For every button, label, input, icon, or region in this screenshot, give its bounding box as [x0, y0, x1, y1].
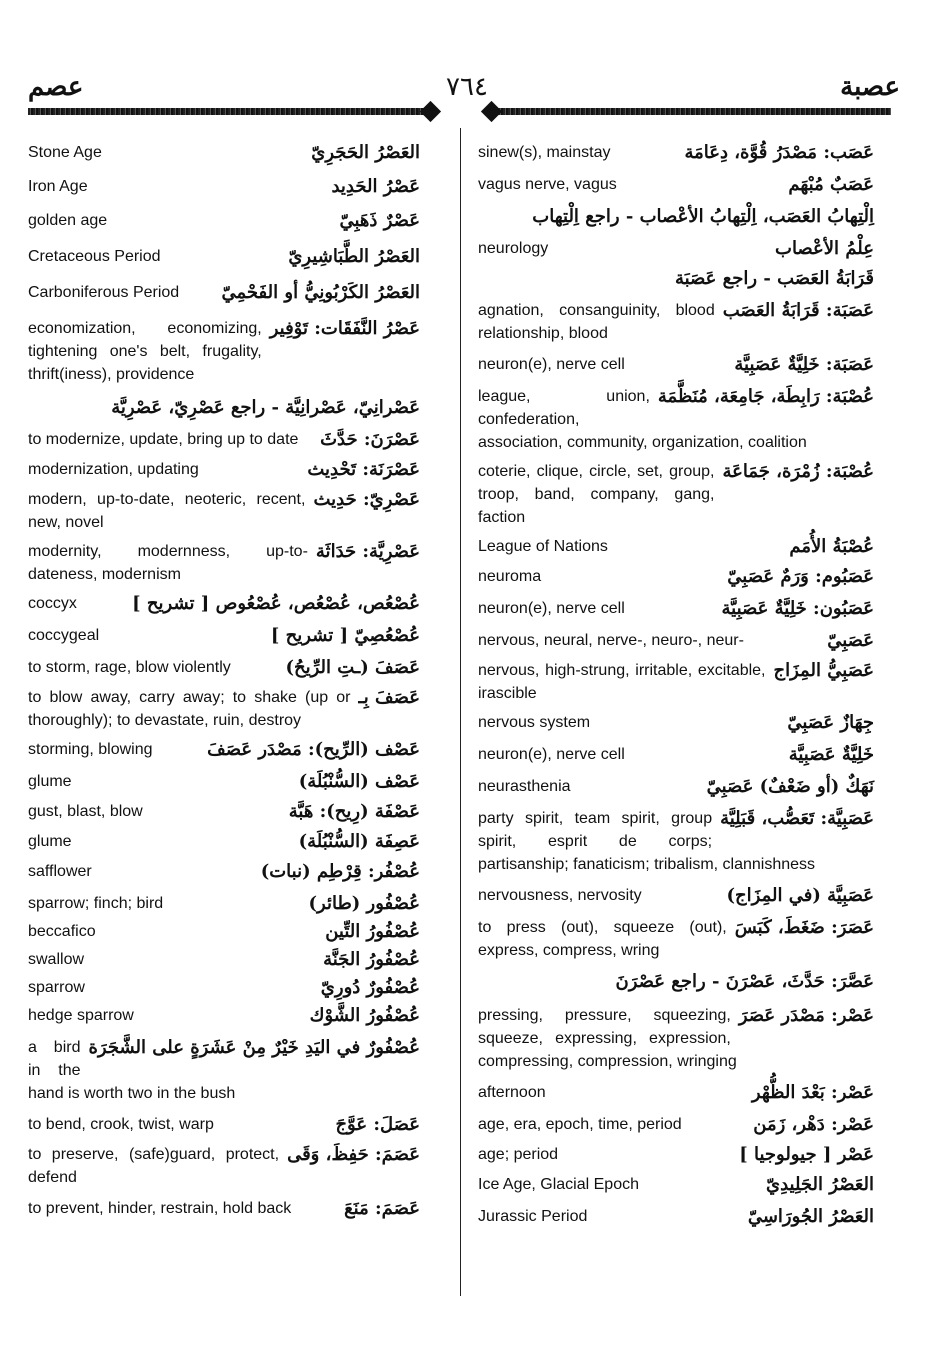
- english-definition: nervous system: [478, 714, 591, 731]
- arabic-headword: عَصْر: دَهْر، زَمَن: [753, 1114, 874, 1135]
- english-definition: coccyx: [28, 595, 77, 612]
- english-definition: Cretaceous Period: [28, 248, 161, 265]
- dictionary-entry: [478, 173, 874, 197]
- english-definition: coterie, clique, circle, set, group, troop, band, company, gang, faction: [478, 463, 715, 526]
- dictionary-entry: [478, 659, 874, 705]
- english-definition: Iron Age: [28, 178, 88, 195]
- dictionary-entry: [28, 976, 420, 1000]
- dictionary-entry: [28, 209, 420, 233]
- dictionary-entry: [478, 1081, 874, 1105]
- dictionary-entry: [478, 743, 874, 767]
- english-definition: nervous, neural, nerve-, neuro-, neur-: [478, 632, 744, 649]
- english-definition: Stone Age: [28, 144, 102, 161]
- arabic-headword: عُصْفُور (طائر): [308, 893, 420, 914]
- english-definition: Ice Age, Glacial Epoch: [478, 1176, 639, 1193]
- dictionary-entry: [28, 245, 420, 269]
- dictionary-entry: [28, 1036, 420, 1105]
- header-left-word: عصم: [28, 72, 84, 102]
- english-definition: party spirit, team spirit, group spirit, esprit de corps; partisanship; fanaticism; tribalism, clannishness: [478, 810, 816, 873]
- dictionary-entry: [28, 141, 420, 165]
- english-definition: to storm, rage, blow violently: [28, 659, 231, 676]
- english-definition: a bird in the hand is worth two in the bush: [28, 1039, 236, 1102]
- english-definition: Jurassic Period: [478, 1208, 588, 1225]
- english-definition: modernity, modernness, up-to-dateness, modernism: [28, 543, 308, 583]
- dictionary-entry: [28, 317, 420, 386]
- arabic-headword: عَصَبِيُّ المِزَاج: [773, 660, 874, 681]
- english-definition: neurasthenia: [478, 778, 571, 795]
- arabic-headword: قَرَابَةُ العَصَب - راجع عَصَبَة: [674, 268, 874, 289]
- dictionary-entry: [28, 686, 420, 732]
- dictionary-entry: [478, 916, 874, 962]
- arabic-headword: عُصْبَة: رَابِطَة، جَامِعَة، مُنَظَّمَة: [657, 386, 874, 407]
- header-rule-right: [488, 104, 891, 120]
- arabic-headword: عَصَرَ: ضَغَطَ، كَبَسَ: [734, 917, 874, 938]
- dictionary-entry: [28, 488, 420, 534]
- arabic-headword: عَصْرَنَ: حَدَّثَ: [320, 429, 420, 450]
- arabic-headword: عَصْرٌ ذَهَبِيّ: [339, 210, 420, 231]
- arabic-headword: عَصْرانِيّ، عَصْرانِيَّة - راجع عَصْرِيّ، عَصْرِيَّة: [111, 397, 420, 418]
- arabic-headword: عَصْف (السُّنْبُلَة): [298, 771, 420, 792]
- dictionary-entry: [28, 1197, 420, 1221]
- dictionary-entry: [478, 237, 874, 261]
- english-definition: neuron(e), nerve cell: [478, 356, 625, 373]
- dictionary-entry: [28, 428, 420, 452]
- arabic-headword: عَصْرِيّ: حَدِيث: [313, 489, 420, 510]
- dictionary-entry: [478, 385, 874, 454]
- arabic-headword: عَصَفَ (ـتِ الرِّيحُ): [285, 657, 420, 678]
- dictionary-entry: [28, 948, 420, 972]
- dictionary-entry: [478, 775, 874, 799]
- dictionary-entry: [28, 920, 420, 944]
- arabic-headword: عَصَفَ بِـ: [358, 687, 420, 708]
- arabic-headword: عُصْبَةُ الأُمَم: [789, 536, 874, 557]
- left-column: [28, 135, 420, 1221]
- header-right-word: عصبة: [840, 72, 900, 102]
- dictionary-entry: [28, 860, 420, 884]
- english-definition: to preserve, (safe)guard, protect, defend: [28, 1146, 280, 1186]
- arabic-headword: عَصَبَة: خَلِيَّةٌ عَصَبِيَّة: [734, 354, 874, 375]
- english-definition: Carboniferous Period: [28, 284, 180, 301]
- english-definition: League of Nations: [478, 538, 608, 555]
- arabic-headword: عُصْفُورُ التِّين: [325, 921, 420, 942]
- arabic-headword: عُصْفُورُ الشَّوْك: [309, 1005, 420, 1026]
- dictionary-entry: [28, 624, 420, 648]
- dictionary-entry: [28, 800, 420, 824]
- english-definition: modernization, updating: [28, 461, 199, 478]
- english-definition: nervousness, nervosity: [478, 887, 642, 904]
- arabic-headword: عَصْرُ الحَدِيد: [331, 176, 420, 197]
- english-definition: coccygeal: [28, 627, 100, 644]
- dictionary-entry: [28, 1113, 420, 1137]
- english-definition: pressing, pressure, squeezing, squeeze, expressing, expression, compressing, compression, wringing: [478, 1007, 737, 1070]
- dictionary-entry: [28, 1143, 420, 1189]
- arabic-headword: عَصَبٌ مُبْهَم: [788, 174, 874, 195]
- dictionary-entry: [28, 458, 420, 482]
- arabic-headword: عَصَبَة: قَرَابَةُ العَصَب: [722, 300, 874, 321]
- english-definition: to press (out), squeeze (out), express, compress, wring: [478, 919, 727, 959]
- arabic-headword: عَصَبُوم: وَرَمٌ عَصَبِيّ: [727, 566, 874, 587]
- arabic-headword: عُصْبَة: زُمْرَة، جَمَاعَة: [722, 461, 874, 482]
- arabic-headword: عُصْفُورٌ في اليَدِ خَيْرٌ مِنْ عَشَرَةٍ على الشَّجَرَة: [88, 1037, 420, 1058]
- arabic-headword: عُصْفُر: قِرْطِم (نبات): [260, 861, 420, 882]
- english-definition: storming, blowing: [28, 741, 153, 758]
- dictionary-entry: [478, 807, 874, 876]
- dictionary-entry: [478, 460, 874, 529]
- english-definition: neuron(e), nerve cell: [478, 746, 625, 763]
- english-definition: modern, up-to-date, neoteric, recent, new, novel: [28, 491, 306, 531]
- english-definition: sinew(s), mainstay: [478, 144, 611, 161]
- arabic-headword: عَصَبِيَّة: تَعَصُّب، قَبَلِيَّة: [720, 808, 874, 829]
- english-definition: age, era, epoch, time, period: [478, 1116, 682, 1133]
- dictionary-entry: [28, 1004, 420, 1028]
- english-definition: to blow away, carry away; to shake (up or thoroughly); to devastate, ruin, destroy: [28, 689, 351, 729]
- arabic-headword: عَصَّرَ: حَدَّثَ، عَصْرَنَ - راجع عَصْرَنَ: [615, 971, 874, 992]
- dictionary-entry: [28, 592, 420, 616]
- english-definition: sparrow: [28, 979, 85, 996]
- english-definition: neuroma: [478, 568, 542, 585]
- dictionary-entry: [478, 1004, 874, 1073]
- dictionary-entry: [28, 770, 420, 794]
- english-definition: hedge sparrow: [28, 1007, 134, 1024]
- dictionary-entry: [478, 267, 874, 291]
- arabic-headword: نَهَكٌ (أو ضَعْفٌ) عَصَبِيّ: [706, 776, 874, 797]
- dictionary-entry: [28, 656, 420, 680]
- dictionary-entry: [478, 970, 874, 994]
- dictionary-entry: [478, 711, 874, 735]
- arabic-headword: عَصْرِيَّة: حَدَاثَة: [315, 541, 420, 562]
- dictionary-entry: [28, 396, 420, 420]
- dictionary-entry: [478, 1173, 874, 1197]
- arabic-headword: عَصَلَ: عَوَّجَ: [335, 1114, 420, 1135]
- english-definition: to prevent, hinder, restrain, hold back: [28, 1200, 292, 1217]
- english-definition: to modernize, update, bring up to date: [28, 431, 299, 448]
- dictionary-entry: [478, 565, 874, 589]
- arabic-headword: عُصْعُص، عُصْعُص، عُصْعُوص [ تشريح ]: [132, 593, 420, 614]
- dictionary-entry: [28, 738, 420, 762]
- english-definition: league, union, confederation, association, community, organization, coalition: [478, 388, 807, 451]
- english-definition: safflower: [28, 863, 92, 880]
- dictionary-entry: [28, 281, 420, 305]
- english-definition: afternoon: [478, 1084, 546, 1101]
- arabic-headword: العَصْرُ الجَلِيدِيّ: [765, 1174, 874, 1195]
- arabic-headword: عَصْرُ النَّفَقَات: تَوْفِير: [269, 318, 420, 339]
- header-rule-left: [28, 104, 434, 120]
- english-definition: glume: [28, 833, 72, 850]
- arabic-headword: جِهَازٌ عَصَبِيّ: [787, 712, 874, 733]
- right-column: [478, 135, 874, 1229]
- page-number: ٧٦٤: [446, 72, 488, 102]
- arabic-headword: عَصِفَة (السُّنْبُلَة): [298, 831, 420, 852]
- dictionary-entry: [28, 540, 420, 586]
- dictionary-entry: [478, 353, 874, 377]
- arabic-headword: العَصْرُ الحَجَرِيّ: [311, 142, 420, 163]
- arabic-headword: عَصَبِيّ: [827, 630, 874, 651]
- dictionary-entry: [478, 205, 874, 229]
- english-definition: beccafico: [28, 923, 96, 940]
- arabic-headword: عَصَبُون: خَلِيَّةٌ عَصَبِيَّة: [721, 598, 874, 619]
- dictionary-entry: [478, 1205, 874, 1229]
- dictionary-entry: [478, 535, 874, 559]
- column-divider: [460, 128, 461, 1296]
- dictionary-entry: [478, 1113, 874, 1137]
- english-definition: sparrow; finch; bird: [28, 895, 164, 912]
- dictionary-entry: [28, 892, 420, 916]
- arabic-headword: عَصَمَ: حَفِظَ، وَقَى: [287, 1144, 420, 1165]
- dictionary-entry: [478, 884, 874, 908]
- arabic-headword: اِلْتِهابُ العَصَب، اِلْتِهابُ الأعْصاب - راجع اِلْتِهاب: [532, 206, 874, 227]
- arabic-headword: عَصْر: بَعْدَ الظُّهْر: [751, 1082, 874, 1103]
- english-definition: to bend, crook, twist, warp: [28, 1116, 214, 1133]
- arabic-headword: العَصْرُ الطَّبَاشِيرِيّ: [288, 246, 420, 267]
- arabic-headword: عِلْمُ الأعْصاب: [775, 238, 874, 259]
- english-definition: neuron(e), nerve cell: [478, 600, 625, 617]
- arabic-headword: العَصْرُ الكَرْبُونِيُّ أو الفَحْمِيّ: [221, 282, 420, 303]
- dictionary-entry: [478, 299, 874, 345]
- english-definition: golden age: [28, 212, 108, 229]
- dictionary-entry: [478, 1143, 874, 1167]
- arabic-headword: عَصْر: مَصْدَر عَصَرَ: [738, 1005, 874, 1026]
- arabic-headword: عُصْفُورُ الجَنَّة: [323, 949, 420, 970]
- arabic-headword: العَصْرُ الجُورَاسِيّ: [747, 1206, 874, 1227]
- english-definition: glume: [28, 773, 72, 790]
- english-definition: age; period: [478, 1146, 559, 1163]
- english-definition: swallow: [28, 951, 85, 968]
- english-definition: nervous, high-strung, irritable, excitable, irascible: [478, 662, 766, 702]
- arabic-headword: عَصْف (الرِّيح): مَصْدَر عَصَفَ: [207, 739, 420, 760]
- arabic-headword: عُصْعُصِيّ [ تشريح ]: [270, 625, 420, 646]
- dictionary-entry: [478, 141, 874, 165]
- english-definition: neurology: [478, 240, 549, 257]
- english-definition: vagus nerve, vagus: [478, 176, 617, 193]
- english-definition: economization, economizing, tightening one's belt, frugality, thrift(iness), providence: [28, 320, 262, 383]
- arabic-headword: خَلِيَّةٌ عَصَبِيَّة: [788, 744, 874, 765]
- english-definition: agnation, consanguinity, blood relationship, blood: [478, 302, 715, 342]
- arabic-headword: عَصْر [ جيولوجيا ]: [739, 1144, 874, 1165]
- dictionary-entry: [478, 597, 874, 621]
- arabic-headword: عَصْفَة (رِيح): هَبَّة: [288, 801, 420, 822]
- dictionary-entry: [28, 175, 420, 199]
- english-definition: gust, blast, blow: [28, 803, 143, 820]
- arabic-headword: عَصَبِيَّة (في المِزَاج): [726, 885, 874, 906]
- arabic-headword: عَصْرَنَة: تَحْدِيث: [307, 459, 420, 480]
- arabic-headword: عَصَمَ: مَنَعَ: [344, 1198, 420, 1219]
- dictionary-entry: [478, 629, 874, 653]
- arabic-headword: عُصْفُورٌ دُورِيّ: [320, 977, 420, 998]
- dictionary-entry: [28, 830, 420, 854]
- arabic-headword: عَصَب: مَصْدَرُ قُوَّة، دِعَامَة: [684, 142, 874, 163]
